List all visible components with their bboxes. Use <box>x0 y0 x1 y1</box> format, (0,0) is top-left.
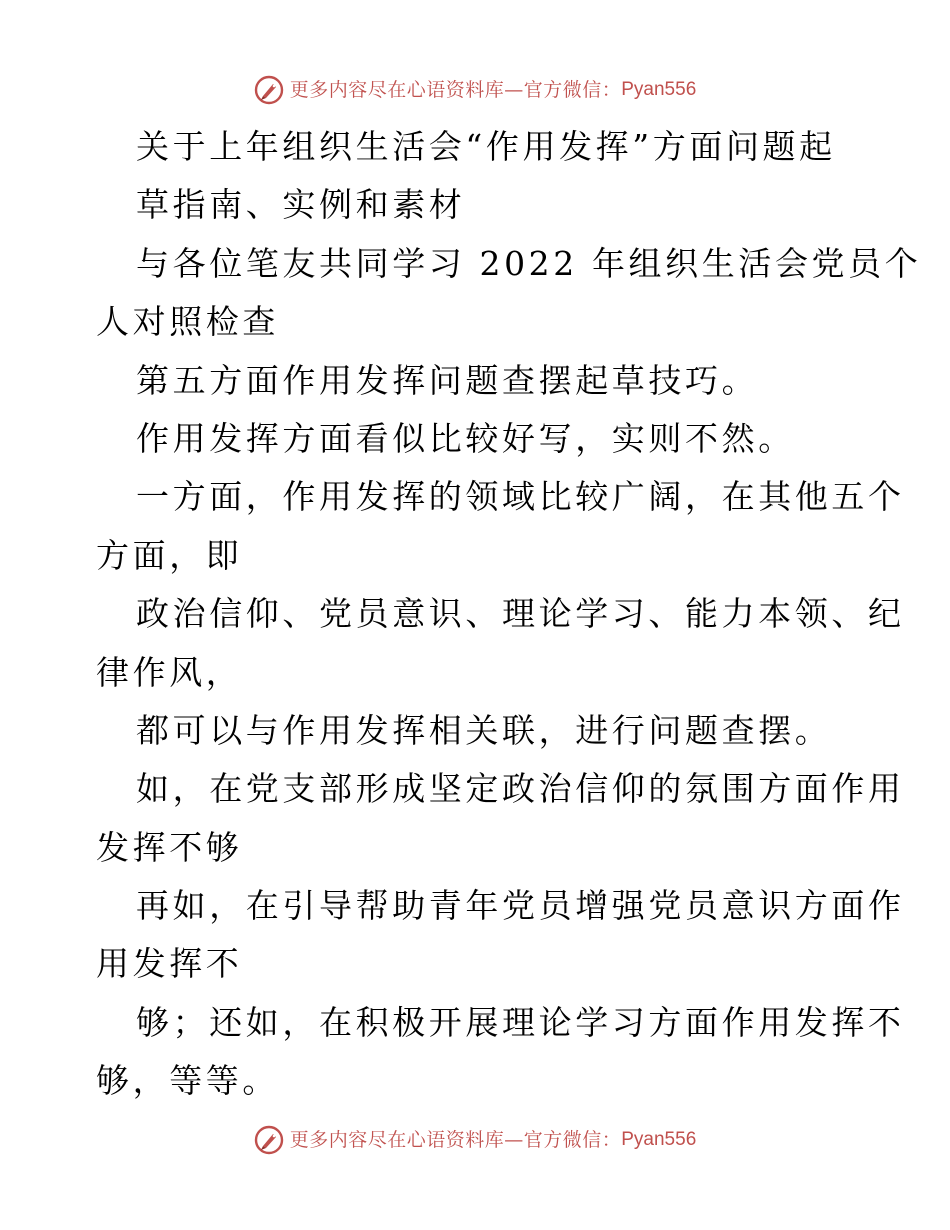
watermark-text: 更多内容尽在心语资料库—官方微信： <box>289 1129 622 1151</box>
paragraph-line: 如，在党支部形成坚定政治信仰的氛围方面作用 <box>136 769 905 809</box>
paragraph-line: 律作风， <box>96 652 243 692</box>
paragraph-line: 够；还如，在积极开展理论学习方面作用发挥不 <box>136 1002 905 1042</box>
watermark-wechat-id: Pyan556 <box>621 79 697 100</box>
header-watermark <box>0 70 950 110</box>
paragraph-line: 方面，即 <box>96 535 243 575</box>
paragraph-line: 与各位笔友共同学习 2022 年组织生活会党员个 <box>136 243 922 283</box>
paragraph-line: 人对照检查 <box>96 302 279 342</box>
paragraph-line: 政治信仰、党员意识、理论学习、能力本领、纪 <box>136 594 905 634</box>
paragraph-line: 都可以与作用发挥相关联，进行问题查摆。 <box>136 710 832 750</box>
paragraph-line: 发挥不够 <box>96 827 243 867</box>
document-body <box>96 118 922 1111</box>
paragraph-line: 一方面，作用发挥的领域比较广阔，在其他五个 <box>136 477 905 517</box>
pen-nib-logo-icon <box>254 1125 284 1155</box>
paragraph-line: 再如，在引导帮助青年党员增强党员意识方面作 <box>136 886 905 926</box>
pen-nib-logo-icon <box>254 75 284 105</box>
watermark-text: 更多内容尽在心语资料库—官方微信： <box>289 79 622 101</box>
title-line-2: 草指南、实例和素材 <box>136 185 466 225</box>
footer-watermark <box>0 1120 950 1160</box>
title-line-1: 关于上年组织生活会“作用发挥”方面问题起 <box>136 127 836 166</box>
paragraph-line: 用发挥不 <box>96 944 243 984</box>
paragraph-line: 作用发挥方面看似比较好写，实则不然。 <box>136 418 795 458</box>
paragraph-line: 第五方面作用发挥问题查摆起草技巧。 <box>136 360 759 400</box>
watermark-wechat-id: Pyan556 <box>621 1129 697 1150</box>
paragraph-line: 够，等等。 <box>96 1061 279 1101</box>
